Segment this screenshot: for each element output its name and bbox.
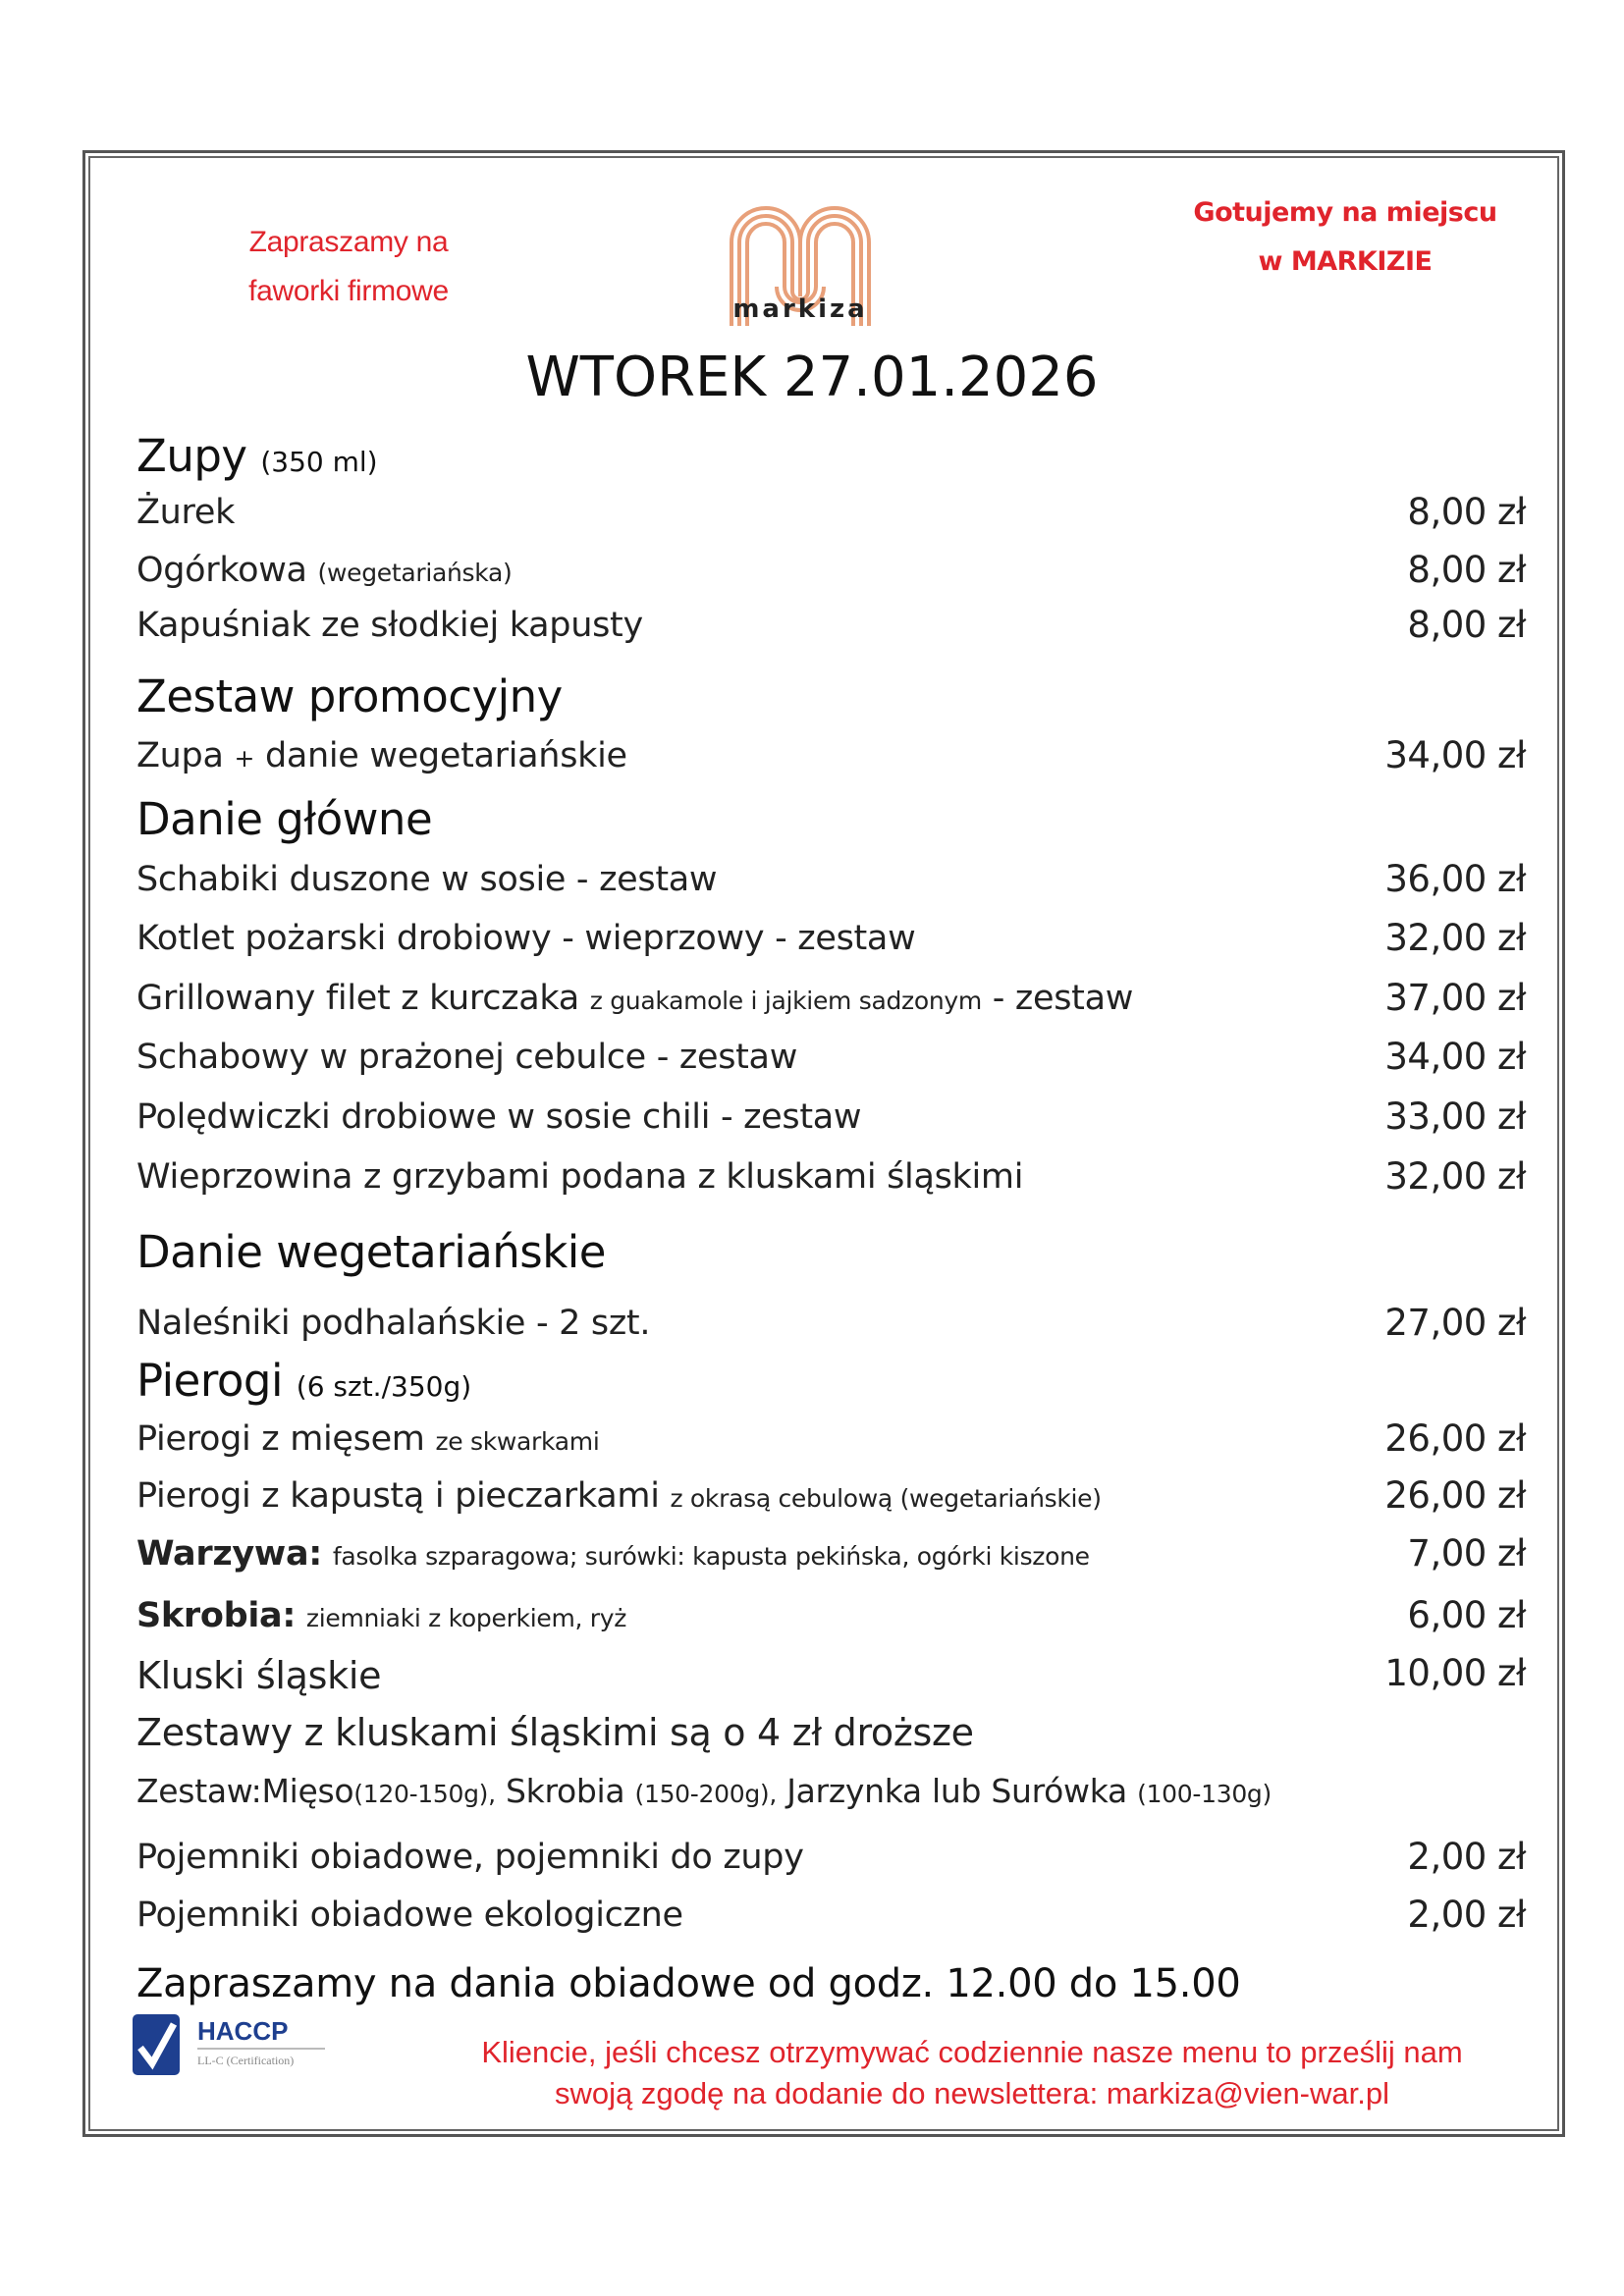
- section-glowne: Danie główne: [136, 793, 433, 845]
- item-label: Skrobia:: [136, 1596, 297, 1635]
- item-price: 2,00 zł: [1407, 1836, 1526, 1878]
- item-price: 7,00 zł: [1407, 1532, 1526, 1575]
- item-note: fasolka szparagowa; surówki: kapusta pekińska, ogórki kiszone: [332, 1542, 1090, 1571]
- item-price: 10,00 zł: [1384, 1652, 1526, 1694]
- menu-item: [136, 551, 513, 590]
- checkmark-icon: [133, 2014, 180, 2075]
- comp-note: (150-200g),: [634, 1780, 777, 1808]
- item-price: 36,00 zł: [1384, 858, 1526, 900]
- item-price: 33,00 zł: [1384, 1095, 1526, 1138]
- haccp-title: HACCP: [197, 2016, 289, 2046]
- menu-item: Pojemniki obiadowe, pojemniki do zupy: [136, 1838, 804, 1877]
- item-price: 32,00 zł: [1384, 1155, 1526, 1198]
- item-price: 32,00 zł: [1384, 917, 1526, 959]
- promo-right-line2: w MARKIZIE: [1258, 246, 1433, 277]
- promo-left-line1: Zapraszamy na: [248, 226, 449, 258]
- promo-faworki: [196, 218, 501, 316]
- menu-item: [136, 979, 1133, 1018]
- comp-part: Skrobia: [505, 1772, 625, 1810]
- section-zupy: [136, 430, 378, 482]
- item-suffix: - zestaw: [992, 979, 1134, 1018]
- item-price: 8,00 zł: [1407, 549, 1526, 591]
- item-price: 8,00 zł: [1407, 604, 1526, 646]
- item-name: Zupa: [136, 736, 224, 775]
- logo-wordmark: markiza: [732, 294, 868, 324]
- comp-part: Zestaw:Mięso: [136, 1772, 354, 1810]
- menu-item: [136, 493, 235, 532]
- plus-sign: +: [234, 744, 255, 773]
- menu-item: Wieprzowina z grzybami podana z kluskami śląskimi: [136, 1157, 1024, 1197]
- section-title: Pierogi: [136, 1355, 283, 1407]
- menu-item: [136, 606, 643, 645]
- promo-left-line2: faworki firmowe: [248, 275, 449, 307]
- item-price: 34,00 zł: [1384, 1036, 1526, 1078]
- item-note: ziemniaki z koperkiem, ryż: [305, 1604, 627, 1632]
- menu-item: Kluski śląskie: [136, 1654, 382, 1697]
- set-composition: [136, 1772, 1272, 1810]
- item-price: 2,00 zł: [1407, 1894, 1526, 1936]
- item-name-rest: danie wegetariańskie: [264, 736, 627, 775]
- menu-item: Pojemniki obiadowe ekologiczne: [136, 1896, 683, 1935]
- item-price: 26,00 zł: [1384, 1417, 1526, 1460]
- item-price: 37,00 zł: [1384, 977, 1526, 1019]
- newsletter-line1: Kliencie, jeśli chcesz otrzymywać codziennie nasze menu to prześlij nam: [481, 2035, 1463, 2069]
- menu-item: [136, 1419, 600, 1459]
- section-note: (350 ml): [260, 446, 378, 478]
- item-price: 8,00 zł: [1407, 491, 1526, 533]
- kluski-info: Zestawy z kluskami śląskimi są o 4 zł droższe: [136, 1711, 974, 1754]
- item-note: ze skwarkami: [435, 1427, 600, 1456]
- section-note: (6 szt./350g): [296, 1370, 472, 1403]
- section-wege: Danie wegetariańskie: [136, 1226, 606, 1278]
- promo-cooking: [1159, 188, 1532, 287]
- newsletter-line2: swoją zgodę na dodanie do newslettera: markiza@vien-war.pl: [555, 2076, 1389, 2110]
- item-price: 6,00 zł: [1407, 1594, 1526, 1636]
- item-label: Warzywa:: [136, 1534, 322, 1574]
- page-title: WTOREK 27.01.2026: [525, 346, 1099, 409]
- haccp-badge: [133, 2014, 329, 2083]
- haccp-subtitle: LL-C (Certification): [197, 2054, 295, 2067]
- section-pierogi: [136, 1355, 471, 1407]
- item-price: 34,00 zł: [1384, 734, 1526, 776]
- section-title: Zupy: [136, 430, 247, 482]
- item-name: Pierogi z kapustą i pieczarkami: [136, 1476, 660, 1516]
- promo-right-line1: Gotujemy na miejscu: [1193, 197, 1497, 228]
- menu-item: Polędwiczki drobiowe w sosie chili - zestaw: [136, 1097, 862, 1137]
- menu-item: Schabiki duszone w sosie - zestaw: [136, 860, 718, 899]
- item-price: 26,00 zł: [1384, 1474, 1526, 1517]
- comp-note: (100-130g): [1137, 1780, 1272, 1808]
- item-name: Kapuśniak ze słodkiej kapusty: [136, 606, 643, 645]
- item-name: Pierogi z mięsem: [136, 1419, 425, 1459]
- section-promo: Zestaw promocyjny: [136, 670, 563, 722]
- newsletter-note: [412, 2032, 1532, 2114]
- item-note: z okrasą cebulową (wegetariańskie): [670, 1484, 1102, 1513]
- menu-item: Schabowy w prażonej cebulce - zestaw: [136, 1038, 798, 1077]
- menu-item: [136, 736, 627, 775]
- menu-item: Kotlet pożarski drobiowy - wieprzowy - zestaw: [136, 919, 916, 958]
- item-price: 27,00 zł: [1384, 1302, 1526, 1344]
- opening-hours: Zapraszamy na dania obiadowe od godz. 12.00 do 15.00: [136, 1961, 1241, 2006]
- menu-item: Naleśniki podhalańskie - 2 szt.: [136, 1304, 651, 1343]
- comp-note: (120-150g),: [353, 1780, 496, 1808]
- divider: [197, 2048, 325, 2050]
- item-note: (wegetariańska): [317, 559, 513, 587]
- menu-item: [136, 1476, 1102, 1516]
- menu-item: [136, 1534, 1090, 1574]
- item-name: Ogórkowa: [136, 551, 307, 590]
- item-name: Żurek: [136, 493, 236, 532]
- menu-item: [136, 1596, 626, 1635]
- item-note: z guakamole i jajkiem sadzonym: [589, 987, 982, 1015]
- comp-part: Jarzynka lub Surówka: [786, 1772, 1127, 1810]
- item-name: Grillowany filet z kurczaka: [136, 979, 579, 1018]
